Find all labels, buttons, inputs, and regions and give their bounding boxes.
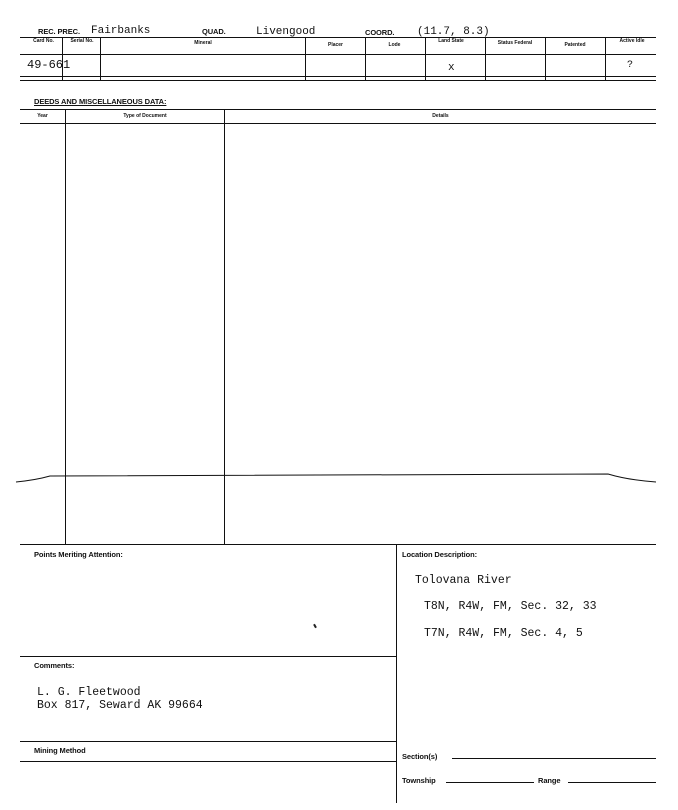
deeds-col-year: Year [37,113,48,119]
deeds-top-rule [20,109,656,110]
location-line-1: Tolovana River [415,574,512,587]
col-placer: Placer [327,42,343,48]
deeds-col-details: Details [432,113,449,119]
col-lode: Lode [388,42,401,48]
col-serial-no: Serial No. [70,38,94,44]
comments-label: Comments: [34,661,75,670]
mining-rule [20,741,396,742]
deeds-section-label: DEEDS AND MISCELLANEOUS DATA: [34,97,167,106]
sections-label: Section(s) [402,752,438,761]
card-no-value: 49-661 [27,58,71,72]
col-patented: Patented [564,42,586,48]
rec-prec-value: Fairbanks [91,25,151,37]
col-sep-2 [100,37,101,80]
column-header-rule [20,54,656,55]
comments-line-1: L. G. Fleetwood [37,686,141,699]
fold-line [0,468,678,492]
range-label: Range [538,776,561,785]
col-sep-5 [425,37,426,80]
quad-label: QUAD. [202,27,226,36]
col-sep-6 [485,37,486,80]
coord-label: COORD. [365,28,395,37]
township-label: Township [402,776,436,785]
record-row-rule-2 [20,80,656,81]
col-mineral: Mineral [194,40,212,46]
active-mark: ? [627,60,634,71]
township-fill-line [446,782,534,783]
col-card-no: Card No. [33,38,54,44]
col-status-federal: Status Federal [497,40,533,46]
quad-value: Livengood [256,26,316,38]
points-label: Points Meriting Attention: [34,550,123,559]
deeds-bottom-rule [20,544,656,545]
location-line-2: T8N, R4W, FM, Sec. 32, 33 [424,600,597,613]
col-land-state: Land State [438,38,464,44]
lower-divider [396,545,397,803]
deeds-header-rule [20,123,656,124]
range-fill-line [568,782,656,783]
col-sep-3 [305,37,306,80]
land-state-mark: x [448,62,455,74]
header-rule [20,37,656,38]
speck [313,624,317,628]
mining-method-label: Mining Method [34,746,86,755]
comments-line-2: Box 817, Seward AK 99664 [37,699,203,712]
record-row-rule [20,76,656,77]
rec-prec-label: REC. PREC. [38,27,80,36]
col-sep-4 [365,37,366,80]
coord-value: (11.7, 8.3) [417,26,490,38]
location-line-3: T7N, R4W, FM, Sec. 4, 5 [424,627,583,640]
comments-rule [20,656,396,657]
sections-fill-line [452,758,656,759]
col-active-idle: Active Idle [619,38,645,44]
mining-rule-2 [20,761,396,762]
deeds-col-type: Type of Document [123,113,167,119]
col-sep-8 [605,37,606,80]
col-sep-7 [545,37,546,80]
location-label: Location Description: [402,550,477,559]
